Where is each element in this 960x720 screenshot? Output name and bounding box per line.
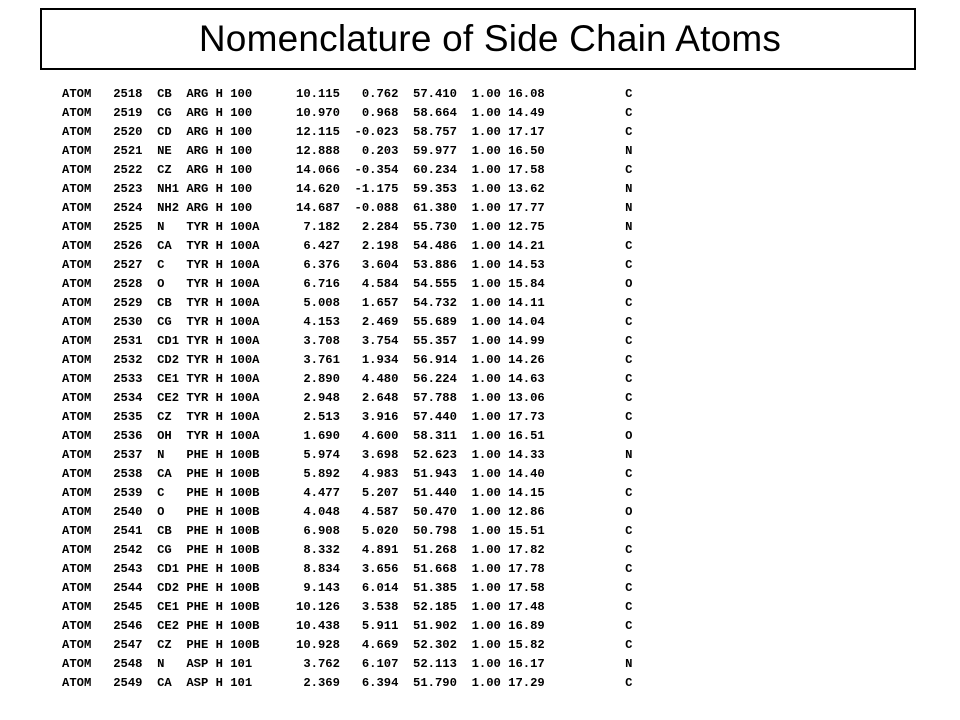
atom-record-line: ATOM 2533 CE1 TYR H 100A 2.890 4.480 56.224 1.00 14.63 C (62, 372, 633, 386)
atom-record-line: ATOM 2521 NE ARG H 100 12.888 0.203 59.977 1.00 16.50 N (62, 144, 633, 158)
atom-record-line: ATOM 2541 CB PHE H 100B 6.908 5.020 50.798 1.00 15.51 C (62, 524, 633, 538)
atom-record-line: ATOM 2518 CB ARG H 100 10.115 0.762 57.410 1.00 16.08 C (62, 87, 633, 101)
atom-record-line: ATOM 2520 CD ARG H 100 12.115 -0.023 58.757 1.00 17.17 C (62, 125, 633, 139)
atom-record-line: ATOM 2542 CG PHE H 100B 8.332 4.891 51.268 1.00 17.82 C (62, 543, 633, 557)
atom-record-line: ATOM 2519 CG ARG H 100 10.970 0.968 58.664 1.00 14.49 C (62, 106, 633, 120)
atom-record-line: ATOM 2536 OH TYR H 100A 1.690 4.600 58.311 1.00 16.51 O (62, 429, 633, 443)
atom-record-line: ATOM 2525 N TYR H 100A 7.182 2.284 55.730 1.00 12.75 N (62, 220, 633, 234)
atom-record-line: ATOM 2532 CD2 TYR H 100A 3.761 1.934 56.914 1.00 14.26 C (62, 353, 633, 367)
atom-record-line: ATOM 2522 CZ ARG H 100 14.066 -0.354 60.234 1.00 17.58 C (62, 163, 633, 177)
atom-record-line: ATOM 2543 CD1 PHE H 100B 8.834 3.656 51.668 1.00 17.78 C (62, 562, 633, 576)
atom-record-line: ATOM 2539 C PHE H 100B 4.477 5.207 51.440 1.00 14.15 C (62, 486, 633, 500)
atom-record-line: ATOM 2534 CE2 TYR H 100A 2.948 2.648 57.788 1.00 13.06 C (62, 391, 633, 405)
atom-record-line: ATOM 2544 CD2 PHE H 100B 9.143 6.014 51.385 1.00 17.58 C (62, 581, 633, 595)
slide-title: Nomenclature of Side Chain Atoms (198, 18, 782, 59)
atom-record-line: ATOM 2526 CA TYR H 100A 6.427 2.198 54.486 1.00 14.21 C (62, 239, 633, 253)
atom-record-line: ATOM 2546 CE2 PHE H 100B 10.438 5.911 51.902 1.00 16.89 C (62, 619, 633, 633)
atom-record-line: ATOM 2548 N ASP H 101 3.762 6.107 52.113 1.00 16.17 N (62, 657, 633, 671)
atom-record-line: ATOM 2545 CE1 PHE H 100B 10.126 3.538 52.185 1.00 17.48 C (62, 600, 633, 614)
atom-record-line: ATOM 2529 CB TYR H 100A 5.008 1.657 54.732 1.00 14.11 C (62, 296, 633, 310)
atom-record-line: ATOM 2549 CA ASP H 101 2.369 6.394 51.790 1.00 17.29 C (62, 676, 633, 690)
atom-record-line: ATOM 2540 O PHE H 100B 4.048 4.587 50.470 1.00 12.86 O (62, 505, 633, 519)
atom-record-line: ATOM 2538 CA PHE H 100B 5.892 4.983 51.943 1.00 14.40 C (62, 467, 633, 481)
title-box (40, 8, 916, 70)
atom-record-line: ATOM 2535 CZ TYR H 100A 2.513 3.916 57.440 1.00 17.73 C (62, 410, 633, 424)
atom-record-line: ATOM 2527 C TYR H 100A 6.376 3.604 53.886 1.00 14.53 C (62, 258, 633, 272)
atom-record-line: ATOM 2523 NH1 ARG H 100 14.620 -1.175 59.353 1.00 13.62 N (62, 182, 633, 196)
atom-record-line: ATOM 2531 CD1 TYR H 100A 3.708 3.754 55.357 1.00 14.99 C (62, 334, 633, 348)
atom-record-line: ATOM 2524 NH2 ARG H 100 14.687 -0.088 61.380 1.00 17.77 N (62, 201, 633, 215)
atom-record-line: ATOM 2547 CZ PHE H 100B 10.928 4.669 52.302 1.00 15.82 C (62, 638, 633, 652)
pdb-atom-records (62, 85, 632, 693)
atom-record-line: ATOM 2528 O TYR H 100A 6.716 4.584 54.555 1.00 15.84 O (62, 277, 633, 291)
atom-record-line: ATOM 2530 CG TYR H 100A 4.153 2.469 55.689 1.00 14.04 C (62, 315, 633, 329)
atom-record-line: ATOM 2537 N PHE H 100B 5.974 3.698 52.623 1.00 14.33 N (62, 448, 633, 462)
